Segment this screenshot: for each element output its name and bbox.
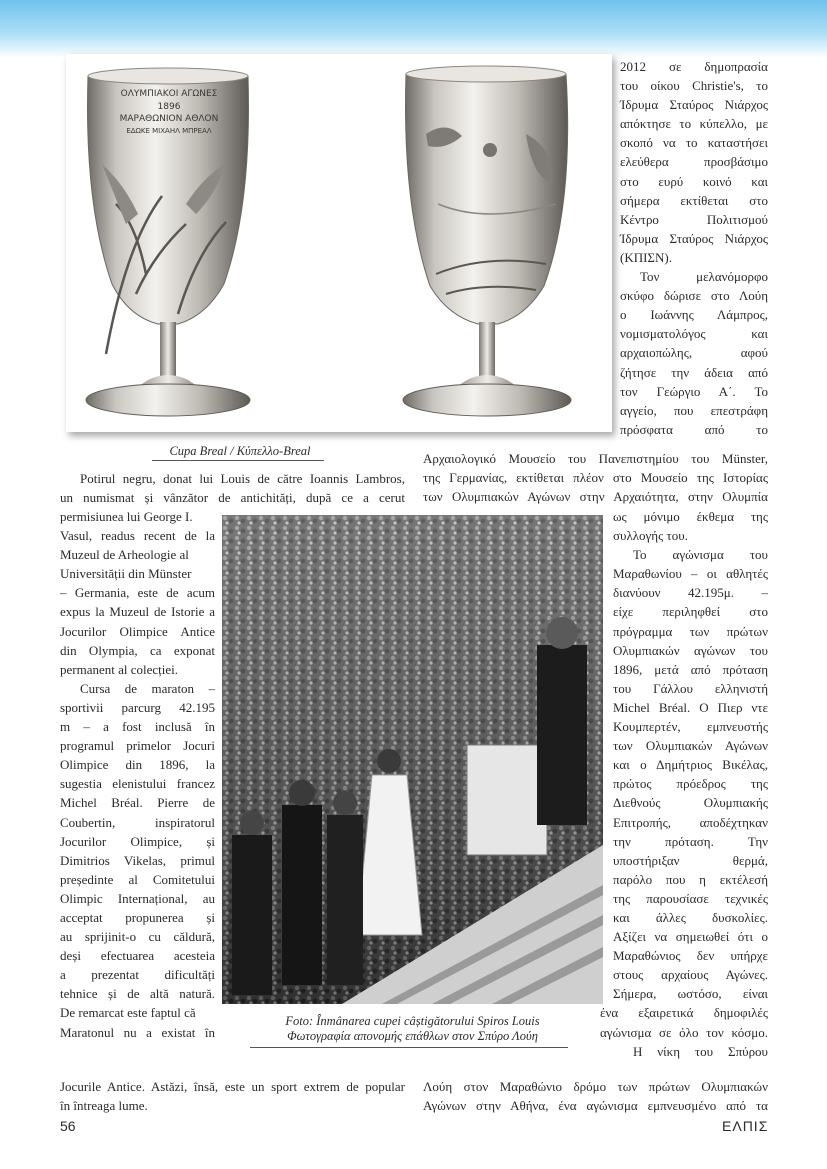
header-gradient-band <box>0 0 827 58</box>
crowd-photo-illustration <box>222 515 603 1004</box>
svg-text:ΕΔΩΚΕ ΜΙΧΑΗΛ ΜΠΡΕΑΛ: ΕΔΩΚΕ ΜΙΧΑΗΛ ΜΠΡΕΑΛ <box>126 127 212 135</box>
caption-cups-rule <box>152 460 324 461</box>
cup-right <box>403 66 571 416</box>
greek-wide-paragraph-1: Αρχαιολογικό Μουσείο του Πανεπιστημίου του Münster, της Γερμανίας, εκτίθεται πλέον στο Μουσείο της Ιστορίας των Ολυμπιακών Αγώνων στην Αρχαιότητα, στην Ολυμπία <box>423 451 768 505</box>
caption-photo-romanian: Foto: Înmânarea cupei câștigătorului Spiros Louis <box>285 1014 540 1028</box>
greek-right-column-2: ως μόνιμο έκθεμα της συλλογής του. Το αγώνισμα του Μαραθωνίου – οι αθλητές διανύουν 42.195μ. – είχε περιληφθεί στο πρόγραμμα των πρώτων Ολυμπιακών αγώνων του 1896, μετά από πρόταση του Γάλλου ελληνιστή Michel Bréal. Ο Πιερ ντε Κουμπερτέν, εμπνευστής των Ολυμπιακών Αγώνων και ο Δημήτριος Βικέλας, πρώτος πρόεδρος της Διεθνούς Ολυμπιακής Επιτροπής, αποδέχτηκαν την πρόταση. Την υποστήριξαν θερμά, παρόλο που η εκτέλεσή της παρουσίασε τεχνικές και άλλες δυσκολίες. Αξίζει να σημειωθεί ότι ο Μαραθώνιος δεν υπήρχε στους αρχαίους Αγώνες. Σήμερα, ωστόσο, είναι ένα εξαιρετικά δημοφιλές αγώνισμα σε όλο τον κόσμο. Η νίκη του Σπύρου <box>600 509 768 1059</box>
svg-text:ΜΑΡΑΘΩΝΙΟΝ ΑΘΛΟΝ: ΜΑΡΑΘΩΝΙΟΝ ΑΘΛΟΝ <box>119 114 219 124</box>
caption-photo-greek: Φωτογραφία απονομής επάθλων στον Σπύρο Λούη <box>287 1029 538 1043</box>
silver-cups-illustration <box>66 54 612 432</box>
caption-photo <box>240 1014 585 1044</box>
svg-text:ΟΛΥΜΠΙΑΚΟΙ ΑΓΩΝΕΣ: ΟΛΥΜΠΙΑΚΟΙ ΑΓΩΝΕΣ <box>120 89 218 99</box>
greek-wide-paragraph-2: Λούη στον Μαραθώνιο δρόμο των πρώτων Ολυμπιακών Αγώνων στην Αθήνα, ένα αγώνισμα εμπνευσμένο από τα <box>423 1079 768 1114</box>
caption-cups: Cupa Breal / Κύπελλο-Breal <box>169 444 311 458</box>
caption-photo-rule <box>250 1047 568 1048</box>
cups-photo <box>66 54 612 432</box>
romanian-left-column: permisiunea lui George I. Vasul, readus recent de la Muzeul de Arheologie al Universității din Münster – Germania, este de acum expus la Muzeul de Istorie a Jocurilor Olimpice Antice din Olympia, ca exponat permanent al colecției. Cursa de maraton – sportivii parcurg 42.195 m – a fost inclusă în programul primelor Jocuri Olimpice din 1896, la sugestia elenistului francez Michel Bréal. Pierre de Coubertin, inspiratorul Jocurilor Olimpice, și Dimitrios Vikelas, primul președinte al Comitetului Olimpic Internațional, au acceptat propunerea și au sprijinit-o cu căldură, deși efectuarea acesteia a prezentat dificultăți tehnice și de altă natură. De remarcat este faptul că Maratonul nu a existat în <box>60 509 215 1040</box>
romanian-wide-paragraph-2: Jocurile Antice. Astăzi, însă, este un sport extrem de popular în întreaga lume. <box>60 1079 405 1114</box>
svg-text:1896: 1896 <box>157 102 181 112</box>
romanian-wide-paragraph-1: Potirul negru, donat lui Louis de către Ioannis Lambros, un numismat și vânzător de antichități, după ce a cerut <box>60 471 405 506</box>
magazine-name: ΕΛΠΙΣ <box>722 1118 769 1134</box>
page-number: 56 <box>60 1118 76 1134</box>
award-ceremony-photo <box>222 515 603 1004</box>
greek-right-column-1: 2012 σε δημοπρασία του οίκου Christie's, το Ίδρυμα Σταύρος Νιάρχος απόκτησε το κύπελλο, με σκοπό να το καταστήσει ελεύθερα προσβάσιμο στο ευρύ κοινό και σήμερα εκτίθεται στο Κέντρο Πολιτισμού Ίδρυμα Σταύρος Νιάρχος (ΚΠΙΣΝ). Τον μελανόμορφο σκύφο δώρισε στο Λούη ο Ιωάννης Λάμπρος, νομισματολόγος και αρχαιοπώλης, αφού ζήτησε την άδεια από τον Γεώργιο Α΄. Το αγγείο, που επεστράφη πρόσφατα από το <box>620 59 768 437</box>
